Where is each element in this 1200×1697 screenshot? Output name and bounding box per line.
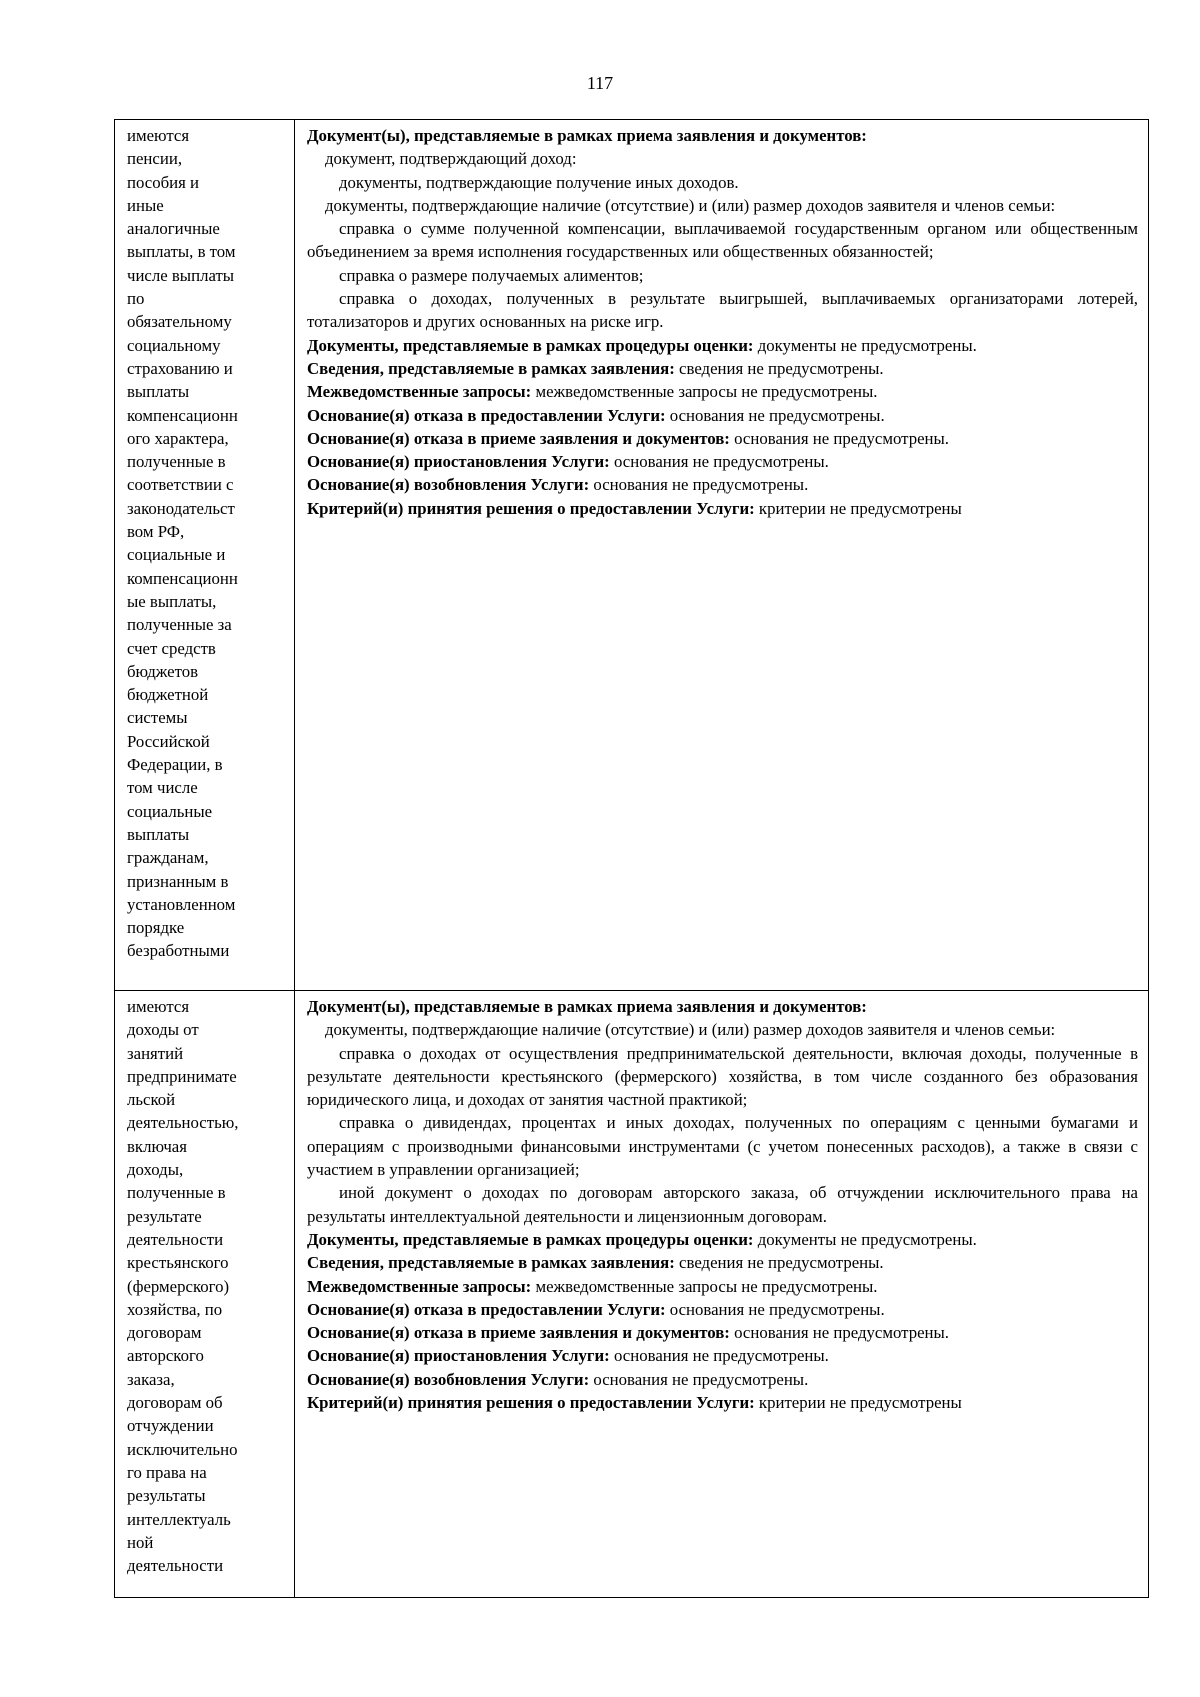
condition-line: аналогичные [127, 219, 220, 239]
item-label: Сведения, представляемые в рамках заявления: [307, 358, 675, 378]
item-label: Основание(я) приостановления Услуги: [307, 1346, 610, 1366]
item-line [307, 497, 1138, 520]
item-label: Межведомственные запросы: [307, 1276, 532, 1296]
condition-cell [115, 120, 295, 991]
item-label: Межведомственные запросы: [307, 382, 532, 402]
condition-line: обязательному [127, 312, 232, 332]
condition-line: законодательст [127, 498, 235, 518]
condition-line: системы [127, 708, 188, 728]
condition-line: гражданам, [127, 848, 209, 868]
condition-line: деятельностью, [127, 1113, 239, 1133]
item-label: Основание(я) возобновления Услуги: [307, 475, 590, 495]
item-value: сведения не предусмотрены. [679, 358, 884, 378]
item-value: основания не предусмотрены. [613, 1346, 829, 1366]
condition-line: соответствии с [127, 475, 234, 495]
item-value: критерии не предусмотрены [758, 498, 962, 518]
item-line [307, 334, 1138, 357]
item-line [307, 1321, 1138, 1344]
condition-line: отчуждении [127, 1416, 214, 1436]
service-table [114, 119, 1149, 1598]
item-value: основания не предусмотрены. [593, 1369, 809, 1389]
item-value: межведомственные запросы не предусмотрены. [535, 1276, 878, 1296]
condition-line: деятельности [127, 1229, 224, 1249]
doc-paragraph: документы, подтверждающие наличие (отсутствие) и (или) размер доходов заявителя и членов семьи: [325, 1020, 1056, 1040]
condition-line: вом РФ, [127, 522, 185, 542]
requirements-cell [295, 120, 1149, 991]
condition-line: установленном [127, 894, 236, 914]
condition-line: выплаты [127, 824, 190, 844]
condition-line: интеллектуаль [127, 1509, 231, 1529]
item-line [307, 1391, 1138, 1414]
page-number: 117 [586, 73, 614, 93]
condition-line: полученные в [127, 1183, 226, 1203]
condition-line: полученные в [127, 452, 226, 472]
table-row [115, 991, 1149, 1598]
doc-paragraph: документы, подтверждающие наличие (отсутствие) и (или) размер доходов заявителя и членов семьи: [325, 195, 1056, 215]
condition-cell [115, 991, 295, 1598]
condition-line: авторского [127, 1346, 204, 1366]
condition-line: социальному [127, 335, 221, 355]
condition-line: Федерации, в [127, 755, 223, 775]
condition-line: го права на [127, 1462, 207, 1482]
condition-line: предпринимате [127, 1066, 237, 1086]
item-value: документы не предусмотрены. [757, 1229, 977, 1249]
condition-line: договорам об [127, 1393, 223, 1413]
condition-line: страхованию и [127, 358, 233, 378]
doc-paragraph: документ, подтверждающий доход: [325, 149, 577, 169]
condition-line: выплаты, в том [127, 242, 236, 262]
item-label: Сведения, представляемые в рамках заявления: [307, 1253, 675, 1273]
condition-text [127, 995, 284, 1577]
condition-line: по [127, 289, 145, 309]
condition-line: компенсационн [127, 568, 238, 588]
item-value: документы не предусмотрены. [757, 335, 977, 355]
doc-paragraph: справка о сумме полученной компенсации, выплачиваемой государственным органом или общественным объединением за время исполнения государственных или общественных обязанностей; [307, 219, 1138, 262]
item-value: основания не предусмотрены. [613, 452, 829, 472]
condition-line: счет средств [127, 638, 216, 658]
docs-heading-text: Документ(ы), представляемые в рамках приема заявления и документов: [307, 997, 867, 1016]
item-line [307, 427, 1138, 450]
item-label: Основание(я) отказа в приеме заявления и документов: [307, 428, 730, 448]
condition-line: (фермерского) [127, 1276, 230, 1296]
requirements-cell [295, 991, 1149, 1598]
doc-paragraph: справка о размере получаемых алиментов; [339, 265, 644, 285]
condition-line: социальные и [127, 545, 226, 565]
doc-paragraph: справка о дивидендах, процентах и иных доходах, полученных по операциям с ценными бумагами и операциям с производными финансовыми инструментами (с учетом понесенных расходов), а также в связи с участием в управлении организацией; [307, 1113, 1138, 1180]
item-line [307, 1228, 1138, 1251]
condition-line: компенсационн [127, 405, 238, 425]
doc-paragraph: справка о доходах, полученных в результате выигрышей, выплачиваемых организаторами лотерей, тотализаторов и других основанных на риске игр. [307, 289, 1138, 332]
item-line [307, 1368, 1138, 1391]
item-line [307, 380, 1138, 403]
condition-line: хозяйства, по [127, 1299, 223, 1319]
item-line [307, 473, 1138, 496]
condition-line: крестьянского [127, 1253, 229, 1273]
condition-line: пособия и [127, 172, 200, 192]
item-label: Основание(я) приостановления Услуги: [307, 452, 610, 472]
item-value: основания не предусмотрены. [734, 428, 949, 448]
condition-line: доходы от [127, 1020, 199, 1040]
item-line [307, 1344, 1138, 1367]
table-row [115, 120, 1149, 991]
docs-heading-text: Документ(ы), представляемые в рамках приема заявления и документов: [307, 126, 867, 145]
condition-line: том числе [127, 778, 198, 798]
item-value: межведомственные запросы не предусмотрены. [535, 382, 878, 402]
item-label: Документы, представляемые в рамках процедуры оценки: [307, 335, 754, 355]
item-label: Основание(я) отказа в приеме заявления и документов: [307, 1323, 730, 1343]
item-line [307, 1298, 1138, 1321]
condition-line: результате [127, 1206, 202, 1226]
condition-line: доходы, [127, 1160, 184, 1180]
item-line [307, 450, 1138, 473]
item-value: основания не предусмотрены. [669, 405, 885, 425]
condition-line: имеются [127, 997, 190, 1016]
condition-line: полученные за [127, 615, 232, 635]
condition-line: порядке [127, 918, 185, 938]
doc-paragraph: иной документ о доходах по договорам авторского заказа, об отчуждении исключительного права на результаты интеллектуальной деятельности и лицензионным договорам. [307, 1183, 1138, 1226]
condition-line: ые выплаты, [127, 591, 217, 611]
condition-line: включая [127, 1136, 187, 1156]
condition-line: деятельности [127, 1556, 224, 1576]
item-label: Документы, представляемые в рамках процедуры оценки: [307, 1229, 754, 1249]
doc-paragraph: справка о доходах от осуществления предпринимательской деятельности, включая доходы, полученные в результате деятельности крестьянского (фермерского) хозяйства, в том числе созданного без образования юридического лица, и доходах от занятия частной практикой; [307, 1043, 1138, 1110]
item-label: Критерий(и) принятия решения о предоставлении Услуги: [307, 498, 755, 518]
item-value: сведения не предусмотрены. [679, 1253, 884, 1273]
docs-heading [307, 995, 1138, 1018]
condition-line: заказа, [127, 1369, 175, 1389]
condition-line: ого характера, [127, 428, 229, 448]
condition-line: иные [127, 195, 164, 215]
condition-line: безработными [127, 941, 230, 961]
condition-line: бюджетной [127, 685, 209, 705]
item-line [307, 404, 1138, 427]
condition-line: Российской [127, 731, 210, 751]
doc-paragraph: документы, подтверждающие получение иных доходов. [339, 172, 739, 192]
item-line [307, 1275, 1138, 1298]
item-label: Критерий(и) принятия решения о предоставлении Услуги: [307, 1393, 755, 1413]
condition-line: бюджетов [127, 661, 199, 681]
condition-line: льской [127, 1090, 176, 1110]
condition-line: выплаты [127, 382, 190, 402]
item-label: Основание(я) возобновления Услуги: [307, 1369, 590, 1389]
item-label: Основание(я) отказа в предоставлении Услуги: [307, 405, 666, 425]
condition-line: признанным в [127, 871, 229, 891]
docs-heading [307, 124, 1138, 147]
item-label: Основание(я) отказа в предоставлении Услуги: [307, 1299, 666, 1319]
condition-line: результаты [127, 1486, 206, 1506]
condition-text [127, 124, 284, 963]
item-value: основания не предусмотрены. [669, 1299, 885, 1319]
condition-line: имеются [127, 126, 190, 145]
item-line [307, 357, 1138, 380]
condition-line: пенсии, [127, 149, 183, 169]
item-line [307, 1251, 1138, 1274]
item-value: основания не предусмотрены. [734, 1323, 949, 1343]
condition-line: занятий [127, 1043, 184, 1063]
condition-line: исключительно [127, 1439, 238, 1459]
item-value: критерии не предусмотрены [758, 1393, 962, 1413]
condition-line: числе выплаты [127, 265, 235, 285]
condition-line: социальные [127, 801, 213, 821]
condition-line: ной [127, 1532, 154, 1552]
condition-line: договорам [127, 1323, 202, 1343]
item-value: основания не предусмотрены. [593, 475, 809, 495]
